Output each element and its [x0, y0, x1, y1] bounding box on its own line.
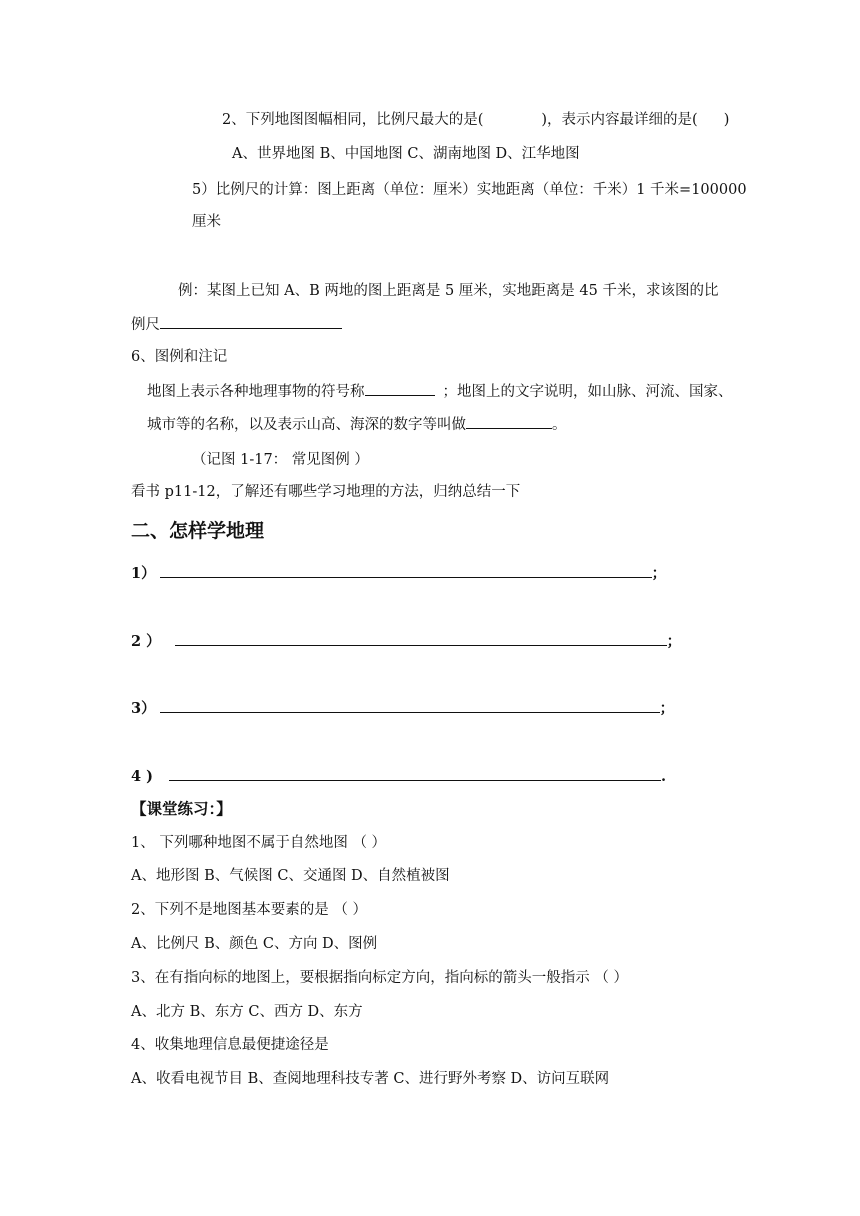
question-1-options: A、地形图 B、气候图 C、交通图 D、自然植被图 — [131, 868, 450, 884]
legend-line1 — [147, 381, 733, 402]
q2-line — [222, 110, 729, 130]
method-end: ； — [666, 633, 682, 650]
q2-text-a: 2、下列地图图幅相同，比例尺最大的是( — [222, 112, 484, 128]
method-line-2 — [131, 631, 681, 652]
method-end: ； — [651, 565, 667, 582]
method-answer-blank[interactable] — [175, 631, 667, 646]
example-line2-text: 例尺 — [131, 317, 160, 333]
method-end: ； — [659, 700, 675, 717]
legend-line2 — [147, 414, 567, 435]
question-3: 3、在有指向标的地图上，要根据指向标定方向，指向标的箭头一般指示 （ ） — [131, 970, 628, 986]
method-label: 1） — [131, 565, 156, 582]
method-line-3 — [131, 698, 674, 719]
method-answer-blank[interactable] — [160, 698, 660, 713]
example-line2 — [131, 314, 342, 335]
section-heading-two: 二、怎样学地理 — [131, 520, 265, 542]
example-answer-blank[interactable] — [160, 314, 342, 329]
legend-line1-a: 地图上表示各种地理事物的符号称 — [147, 384, 365, 400]
legend-line2-a: 城市等的名称，以及表示山高、海深的数字等叫做 — [147, 417, 466, 433]
q2-text-c: ) — [723, 112, 730, 128]
read-book-instruction: 看书 p11-12，了解还有哪些学习地理的方法，归纳总结一下 — [131, 484, 521, 500]
method-label: 2 ） — [131, 633, 161, 650]
question-3-options: A、北方 B、东方 C、西方 D、东方 — [131, 1004, 363, 1020]
legend-blank-1[interactable] — [365, 381, 435, 396]
method-answer-blank[interactable] — [160, 563, 652, 578]
question-1: 1、 下列哪种地图不属于自然地图 （ ） — [131, 835, 387, 851]
method-end: . — [661, 768, 667, 785]
legend-line2-b: 。 — [552, 417, 567, 433]
question-2-options: A、比例尺 B、颜色 C、方向 D、图例 — [131, 936, 378, 952]
method-answer-blank[interactable] — [169, 766, 661, 781]
example-line1: 例：某图上已知 A、B 两地的图上距离是 5 厘米，实地距离是 45 千米，求该图的比 — [178, 283, 719, 299]
q2-options: A、世界地图 B、中国地图 C、湖南地图 D、江华地图 — [232, 146, 580, 162]
legend-note: （记图 1-17： 常见图例 ） — [192, 452, 369, 468]
method-label: 3） — [131, 700, 156, 717]
scale-calc-line1: 5）比例尺的计算：图上距离（单位：厘米）实地距离（单位：千米）1 千米=100000 — [192, 182, 747, 198]
method-line-1 — [131, 563, 666, 584]
q2-text-b: )，表示内容最详细的是( — [541, 112, 698, 128]
question-4: 4、收集地理信息最便捷途径是 — [131, 1037, 329, 1053]
method-line-4 — [131, 766, 666, 787]
legend-title: 6、图例和注记 — [131, 349, 228, 365]
practice-heading: 【课堂练习：】 — [131, 799, 232, 818]
question-2: 2、下列不是地图基本要素的是 （ ） — [131, 902, 367, 918]
question-4-options: A、收看电视节目 B、查阅地理科技专著 C、进行野外考察 D、访问互联网 — [131, 1071, 610, 1087]
scale-calc-line2: 厘米 — [192, 214, 221, 230]
method-label: 4 ) — [131, 768, 153, 785]
legend-blank-2[interactable] — [466, 414, 552, 429]
legend-line1-b: ；地图上的文字说明，如山脉、河流、国家、 — [442, 384, 733, 400]
